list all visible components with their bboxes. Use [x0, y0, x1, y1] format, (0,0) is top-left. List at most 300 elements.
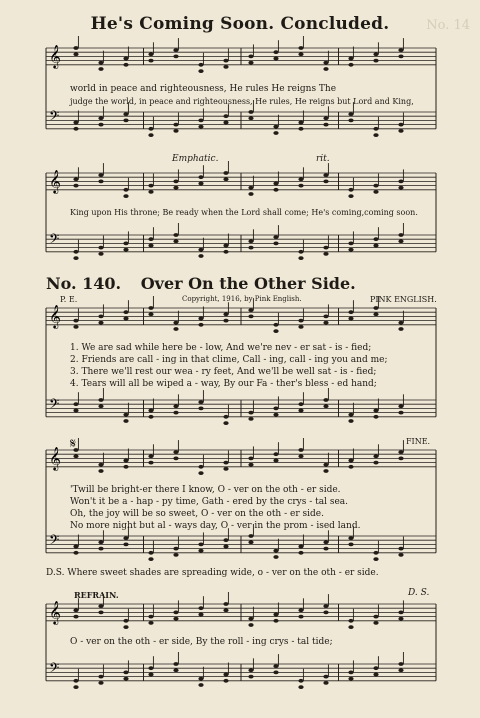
segno-sign: 𝄋	[70, 436, 77, 452]
notehead	[273, 459, 278, 463]
notehead	[148, 454, 153, 458]
notehead	[398, 186, 403, 190]
notehead	[273, 125, 278, 129]
notehead	[73, 177, 78, 181]
notehead	[248, 668, 253, 672]
notehead	[173, 48, 178, 52]
notehead	[123, 310, 128, 314]
notehead	[148, 415, 153, 419]
notehead	[248, 463, 253, 467]
notehead	[373, 415, 378, 419]
notehead	[398, 553, 403, 557]
notehead	[223, 679, 228, 683]
notehead	[173, 327, 178, 331]
notehead	[148, 244, 153, 248]
notehead	[173, 662, 178, 666]
notehead	[198, 683, 203, 687]
notehead	[398, 662, 403, 666]
notehead	[223, 467, 228, 471]
notehead	[173, 404, 178, 408]
notehead	[173, 457, 178, 461]
notehead	[298, 608, 303, 612]
notehead	[398, 450, 403, 454]
notehead	[98, 123, 103, 127]
notehead	[198, 613, 203, 617]
notehead	[323, 67, 328, 71]
notehead	[223, 177, 228, 181]
lyricist-initials: P. E.	[60, 295, 78, 304]
notehead	[398, 457, 403, 461]
notehead	[373, 557, 378, 561]
notehead	[73, 256, 78, 260]
notehead	[348, 194, 353, 198]
notehead	[248, 457, 253, 461]
notehead	[123, 419, 128, 423]
notehead	[73, 679, 78, 683]
notehead	[323, 463, 328, 467]
notehead	[373, 133, 378, 137]
notehead	[173, 129, 178, 133]
notehead	[73, 121, 78, 125]
notehead	[323, 61, 328, 65]
verse-1: 1. We are sad while here be - low, And we're nev - er sat - is - fied;	[70, 343, 372, 353]
notehead	[398, 123, 403, 127]
notehead	[398, 611, 403, 615]
notehead	[273, 664, 278, 668]
notehead	[123, 242, 128, 246]
notehead	[173, 123, 178, 127]
notehead	[123, 248, 128, 252]
notehead	[373, 312, 378, 316]
notehead	[373, 673, 378, 677]
concluded-lyric-1: world in peace and righteousness, He rules He reigns The	[70, 84, 337, 94]
notehead	[173, 411, 178, 415]
notehead	[148, 52, 153, 56]
notehead	[323, 321, 328, 325]
notehead	[248, 55, 253, 59]
notehead	[323, 469, 328, 473]
bass-clef-icon: 𝄢	[49, 108, 60, 127]
notehead	[148, 557, 153, 561]
notehead	[248, 192, 253, 196]
notehead	[148, 621, 153, 625]
notehead	[323, 315, 328, 319]
notehead	[223, 114, 228, 118]
notehead	[348, 671, 353, 675]
notehead	[273, 57, 278, 61]
notehead	[323, 398, 328, 402]
notehead	[398, 327, 403, 331]
treble-clef-icon: 𝄞	[49, 600, 61, 624]
notehead	[248, 116, 253, 120]
notehead	[398, 55, 403, 59]
notehead	[148, 615, 153, 619]
notehead	[248, 110, 253, 114]
treble-clef-icon: 𝄞	[49, 169, 61, 193]
notehead	[98, 61, 103, 65]
notehead	[73, 325, 78, 329]
chorus-line-1: 'Twill be bright-er there I know, O - ver on the oth - er side.	[70, 485, 341, 495]
notehead	[298, 121, 303, 125]
notehead	[348, 459, 353, 463]
notehead	[73, 52, 78, 56]
notehead	[223, 312, 228, 316]
notehead	[248, 623, 253, 627]
notehead	[323, 180, 328, 184]
notehead	[198, 465, 203, 469]
chorus-line-2: Won't it be a - hap - py time, Gath - ered by the crys - tal sea.	[70, 497, 349, 507]
notehead	[148, 133, 153, 137]
notehead	[173, 547, 178, 551]
notehead	[73, 685, 78, 689]
ds-mark: D. S.	[408, 588, 430, 598]
notehead	[373, 621, 378, 625]
concluded-title: He's Coming Soon. Concluded.	[90, 14, 390, 34]
notehead	[73, 551, 78, 555]
notehead	[323, 123, 328, 127]
notehead	[348, 63, 353, 67]
notehead	[273, 555, 278, 559]
notehead	[273, 413, 278, 417]
treble-clef-icon: 𝄞	[49, 44, 61, 68]
notehead	[323, 547, 328, 551]
notehead	[73, 608, 78, 612]
song-title: Over On the Other Side.	[140, 274, 356, 293]
notehead	[298, 319, 303, 323]
notehead	[148, 673, 153, 677]
notehead	[298, 545, 303, 549]
notehead	[373, 127, 378, 131]
notehead	[73, 250, 78, 254]
notehead	[273, 242, 278, 246]
notehead	[73, 127, 78, 131]
notehead	[173, 180, 178, 184]
notehead	[123, 677, 128, 681]
notehead	[323, 681, 328, 685]
notehead	[323, 173, 328, 177]
concluded-lyric-3: King upon His throne; Be ready when the Lord shall come; He's coming,coming soon.	[70, 208, 418, 217]
notehead	[273, 452, 278, 456]
notehead	[73, 46, 78, 50]
notehead	[98, 404, 103, 408]
notehead	[98, 469, 103, 473]
notehead	[348, 465, 353, 469]
notehead	[223, 415, 228, 419]
notehead	[398, 411, 403, 415]
notehead	[223, 121, 228, 125]
notehead	[273, 188, 278, 192]
song-number: No. 140.	[46, 274, 122, 293]
notehead	[223, 545, 228, 549]
notehead	[348, 57, 353, 61]
composer-credit: PINK ENGLISH.	[370, 295, 437, 304]
notehead	[148, 190, 153, 194]
notehead	[223, 319, 228, 323]
notehead	[223, 244, 228, 248]
verse-4: 4. Tears will all be wiped a - way, By our Fa - ther's bless - ed hand;	[70, 379, 377, 389]
notehead	[173, 668, 178, 672]
ghost-show-through: No. 14	[426, 18, 470, 33]
notehead	[373, 190, 378, 194]
rit-mark: rit.	[316, 154, 330, 164]
treble-clef-icon: 𝄞	[49, 304, 61, 328]
notehead	[373, 454, 378, 458]
notehead	[373, 551, 378, 555]
notehead	[298, 256, 303, 260]
emphatic-mark: Emphatic.	[172, 154, 219, 164]
notehead	[298, 46, 303, 50]
notehead	[98, 180, 103, 184]
notehead	[248, 540, 253, 544]
notehead	[298, 679, 303, 683]
notehead	[198, 323, 203, 327]
notehead	[198, 543, 203, 547]
notehead	[148, 59, 153, 63]
notehead	[323, 604, 328, 608]
notehead	[398, 233, 403, 237]
notehead	[123, 194, 128, 198]
notehead	[398, 48, 403, 52]
notehead	[223, 65, 228, 69]
treble-clef-icon: 𝄞	[49, 446, 61, 470]
notehead	[373, 52, 378, 56]
notehead	[148, 306, 153, 310]
notehead	[98, 604, 103, 608]
notehead	[323, 611, 328, 615]
notehead	[223, 538, 228, 542]
notehead	[348, 625, 353, 629]
notehead	[123, 459, 128, 463]
notehead	[98, 540, 103, 544]
notehead	[348, 310, 353, 314]
notehead	[348, 248, 353, 252]
notehead	[148, 127, 153, 131]
notehead	[173, 186, 178, 190]
song-heading	[46, 274, 446, 293]
notehead	[223, 171, 228, 175]
notehead	[373, 306, 378, 310]
notehead	[398, 180, 403, 184]
notehead	[373, 237, 378, 241]
notehead	[348, 317, 353, 321]
notehead	[348, 413, 353, 417]
notehead	[98, 315, 103, 319]
notehead	[248, 308, 253, 312]
notehead	[348, 188, 353, 192]
notehead	[273, 50, 278, 54]
notehead	[123, 465, 128, 469]
notehead	[323, 540, 328, 544]
notehead	[198, 248, 203, 252]
notehead	[248, 417, 253, 421]
notehead	[223, 59, 228, 63]
notehead	[373, 666, 378, 670]
ds-line: D.S. Where sweet shades are spreading wide, o - ver on the oth - er side.	[46, 568, 379, 578]
notehead	[98, 547, 103, 551]
notehead	[273, 182, 278, 186]
notehead	[273, 407, 278, 411]
notehead	[398, 129, 403, 133]
notehead	[248, 675, 253, 679]
notehead	[198, 606, 203, 610]
notehead	[273, 131, 278, 135]
notehead	[348, 419, 353, 423]
verse-2: 2. Friends are call - ing in that clime, Call - ing, call - ing you and me;	[70, 355, 388, 365]
notehead	[298, 685, 303, 689]
notehead	[198, 182, 203, 186]
notehead	[198, 254, 203, 258]
notehead	[248, 617, 253, 621]
notehead	[98, 398, 103, 402]
notehead	[198, 400, 203, 404]
notehead	[398, 239, 403, 243]
notehead	[298, 184, 303, 188]
notehead	[298, 402, 303, 406]
notehead	[373, 461, 378, 465]
concluded-lyric-2: judge the world, in peace and righteousness, He rules, He reigns but Lord and King,	[70, 97, 414, 106]
notehead	[223, 673, 228, 677]
notehead	[198, 125, 203, 129]
notehead	[123, 119, 128, 123]
notehead	[323, 116, 328, 120]
notehead	[273, 323, 278, 327]
bass-clef-icon: 𝄢	[49, 532, 60, 551]
notehead	[323, 252, 328, 256]
notehead	[198, 63, 203, 67]
notehead	[148, 666, 153, 670]
notehead	[173, 321, 178, 325]
notehead	[348, 119, 353, 123]
notehead	[273, 619, 278, 623]
notehead	[98, 67, 103, 71]
notehead	[198, 119, 203, 123]
notehead	[98, 252, 103, 256]
notehead	[98, 321, 103, 325]
notehead	[198, 549, 203, 553]
notehead	[73, 615, 78, 619]
notehead	[198, 471, 203, 475]
notehead	[298, 325, 303, 329]
notehead	[298, 551, 303, 555]
notehead	[348, 677, 353, 681]
notehead	[173, 553, 178, 557]
notehead	[173, 239, 178, 243]
notehead	[198, 317, 203, 321]
notehead	[73, 409, 78, 413]
notehead	[98, 116, 103, 120]
notehead	[73, 184, 78, 188]
notehead	[298, 250, 303, 254]
notehead	[273, 235, 278, 239]
bass-clef-icon: 𝄢	[49, 231, 60, 250]
notehead	[148, 237, 153, 241]
notehead	[123, 413, 128, 417]
notehead	[273, 613, 278, 617]
notehead	[398, 321, 403, 325]
notehead	[248, 246, 253, 250]
notehead	[373, 59, 378, 63]
notehead	[248, 239, 253, 243]
notehead	[298, 448, 303, 452]
notehead	[373, 615, 378, 619]
bass-clef-icon: 𝄢	[49, 396, 60, 415]
notehead	[198, 407, 203, 411]
notehead	[123, 63, 128, 67]
notehead	[298, 177, 303, 181]
fine-mark: FINE.	[406, 437, 431, 446]
notehead	[198, 175, 203, 179]
refrain-lyric: O - ver on the oth - er side, By the roll - ing crys - tal tide;	[70, 637, 333, 647]
notehead	[323, 675, 328, 679]
notehead	[73, 402, 78, 406]
notehead	[223, 602, 228, 606]
notehead	[298, 127, 303, 131]
notehead	[73, 545, 78, 549]
notehead	[298, 52, 303, 56]
notehead	[298, 454, 303, 458]
notehead	[248, 534, 253, 538]
notehead	[398, 547, 403, 551]
notehead	[173, 55, 178, 59]
notehead	[98, 173, 103, 177]
notehead	[173, 617, 178, 621]
notehead	[223, 250, 228, 254]
notehead	[398, 404, 403, 408]
notehead	[73, 454, 78, 458]
notehead	[148, 409, 153, 413]
copyright-line: Copyright, 1916, by Pink English.	[182, 295, 302, 303]
notehead	[148, 312, 153, 316]
notehead	[223, 421, 228, 425]
notehead	[348, 112, 353, 116]
notehead	[348, 543, 353, 547]
notehead	[223, 608, 228, 612]
notehead	[123, 543, 128, 547]
notehead	[373, 244, 378, 248]
notehead	[123, 625, 128, 629]
refrain-label: REFRAIN.	[74, 590, 119, 600]
notehead	[98, 246, 103, 250]
notehead	[373, 184, 378, 188]
notehead	[198, 69, 203, 73]
notehead	[123, 188, 128, 192]
chorus-line-4: No more night but al - ways day, O - ver in the prom - ised land.	[70, 521, 361, 531]
notehead	[123, 671, 128, 675]
notehead	[348, 619, 353, 623]
notehead	[148, 551, 153, 555]
notehead	[148, 184, 153, 188]
notehead	[223, 461, 228, 465]
notehead	[248, 186, 253, 190]
notehead	[273, 671, 278, 675]
notehead	[248, 315, 253, 319]
notehead	[148, 461, 153, 465]
notehead	[123, 619, 128, 623]
verse-3: 3. There we'll rest our wea - ry feet, And we'll be well sat - is - fied;	[70, 367, 377, 377]
notehead	[123, 317, 128, 321]
notehead	[98, 675, 103, 679]
notehead	[173, 450, 178, 454]
notehead	[123, 112, 128, 116]
notehead	[98, 611, 103, 615]
notehead	[123, 57, 128, 61]
notehead	[173, 611, 178, 615]
notehead	[248, 411, 253, 415]
notehead	[398, 668, 403, 672]
bass-clef-icon: 𝄢	[49, 660, 60, 679]
notehead	[273, 549, 278, 553]
notehead	[373, 409, 378, 413]
